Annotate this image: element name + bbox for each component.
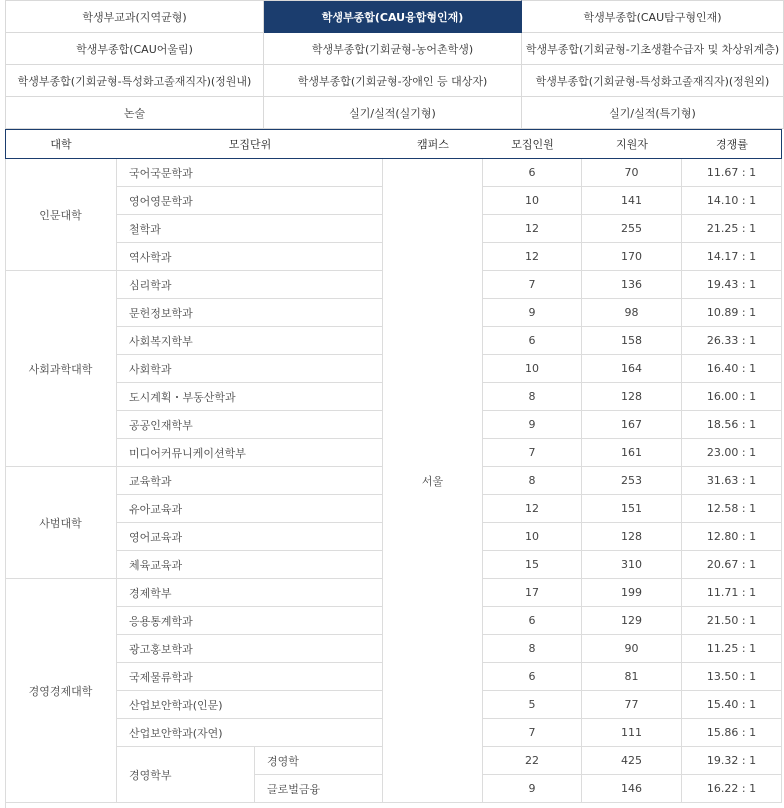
sub-unit-name: 글로벌금융 bbox=[255, 775, 383, 803]
applicants-cell: 199 bbox=[582, 579, 682, 607]
unit-name: 영어영문학과 bbox=[117, 187, 383, 215]
quota-cell: 7 bbox=[483, 719, 582, 747]
unit-name: 유아교육과 bbox=[117, 495, 383, 523]
quota-cell: 10 bbox=[483, 355, 582, 383]
ratio-cell: 31.63 : 1 bbox=[682, 467, 782, 495]
header-ratio: 경쟁률 bbox=[716, 138, 748, 151]
ratio-cell: 11.71 : 1 bbox=[682, 579, 782, 607]
unit-name: 심리학과 bbox=[117, 271, 383, 299]
unit-name: 국어국문학과 bbox=[117, 159, 383, 187]
applicants-cell: 167 bbox=[582, 411, 682, 439]
ratio-cell: 19.32 : 1 bbox=[682, 747, 782, 775]
sub-unit-name: 경영학 bbox=[255, 747, 383, 775]
quota-cell: 8 bbox=[483, 635, 582, 663]
ratio-cell: 21.25 : 1 bbox=[682, 215, 782, 243]
ratio-cell: 14.17 : 1 bbox=[682, 243, 782, 271]
unit-name: 미디어커뮤니케이션학부 bbox=[117, 439, 383, 467]
unit-name: 산업보안학과(자연) bbox=[117, 719, 383, 747]
college-name: 사회과학대학 bbox=[5, 271, 117, 467]
applicants-cell: 128 bbox=[582, 523, 682, 551]
tab-0-1[interactable]: 학생부종합(CAU융합형인재) bbox=[264, 0, 522, 33]
ratio-cell: 15.40 : 1 bbox=[682, 691, 782, 719]
applicants-cell: 170 bbox=[582, 243, 682, 271]
ratio-cell: 13.50 : 1 bbox=[682, 663, 782, 691]
tab-2-2[interactable]: 학생부종합(기회균형-특성화고졸재직자)(정원외) bbox=[522, 65, 784, 97]
college-name: 인문대학 bbox=[5, 159, 117, 271]
ratio-cell: 18.56 : 1 bbox=[682, 411, 782, 439]
unit-name: 역사학과 bbox=[117, 243, 383, 271]
tab-3-0[interactable]: 논술 bbox=[5, 97, 264, 129]
applicants-cell: 70 bbox=[582, 159, 682, 187]
quota-cell: 9 bbox=[483, 411, 582, 439]
tab-1-1[interactable]: 학생부종합(기회균형-농어촌학생) bbox=[264, 33, 522, 65]
quota-cell: 9 bbox=[483, 299, 582, 327]
ratio-cell: 23.00 : 1 bbox=[682, 439, 782, 467]
unit-name: 영어교육과 bbox=[117, 523, 383, 551]
unit-name: 체육교육과 bbox=[117, 551, 383, 579]
college-name: 사범대학 bbox=[5, 467, 117, 579]
header-college: 대학 bbox=[50, 138, 72, 151]
applicants-cell: 151 bbox=[582, 495, 682, 523]
quota-cell: 10 bbox=[483, 187, 582, 215]
quota-cell: 7 bbox=[483, 439, 582, 467]
ratio-cell: 16.22 : 1 bbox=[682, 775, 782, 803]
applicants-cell: 81 bbox=[582, 663, 682, 691]
quota-cell: 9 bbox=[483, 775, 582, 803]
quota-cell: 22 bbox=[483, 747, 582, 775]
ratio-cell: 10.89 : 1 bbox=[682, 299, 782, 327]
campus-cell: 서울 bbox=[383, 159, 483, 803]
ratio-cell: 14.10 : 1 bbox=[682, 187, 782, 215]
unit-name: 사회복지학부 bbox=[117, 327, 383, 355]
quota-cell: 6 bbox=[483, 327, 582, 355]
tab-1-0[interactable]: 학생부종합(CAU어울림) bbox=[5, 33, 264, 65]
header-applicants: 지원자 bbox=[616, 138, 648, 151]
unit-name: 교육학과 bbox=[117, 467, 383, 495]
applicants-cell: 77 bbox=[582, 691, 682, 719]
unit-name: 국제물류학과 bbox=[117, 663, 383, 691]
quota-cell: 8 bbox=[483, 383, 582, 411]
quota-cell: 7 bbox=[483, 271, 582, 299]
ratio-cell: 16.00 : 1 bbox=[682, 383, 782, 411]
unit-name: 광고홍보학과 bbox=[117, 635, 383, 663]
college-name: 경영경제대학 bbox=[5, 579, 117, 803]
applicants-cell: 255 bbox=[582, 215, 682, 243]
applicants-cell: 111 bbox=[582, 719, 682, 747]
applicants-cell: 146 bbox=[582, 775, 682, 803]
applicants-cell: 90 bbox=[582, 635, 682, 663]
applicants-cell: 161 bbox=[582, 439, 682, 467]
quota-cell: 6 bbox=[483, 663, 582, 691]
unit-name: 철학과 bbox=[117, 215, 383, 243]
ratio-cell: 20.67 : 1 bbox=[682, 551, 782, 579]
header-quota: 모집인원 bbox=[511, 138, 554, 151]
ratio-cell: 19.43 : 1 bbox=[682, 271, 782, 299]
header-unit: 모집단위 bbox=[228, 138, 272, 151]
quota-cell: 6 bbox=[483, 607, 582, 635]
unit-name: 문헌정보학과 bbox=[117, 299, 383, 327]
unit-name: 도시계획・부동산학과 bbox=[117, 383, 383, 411]
quota-cell: 12 bbox=[483, 215, 582, 243]
quota-cell: 10 bbox=[483, 523, 582, 551]
tab-2-0[interactable]: 학생부종합(기회균형-특성화고졸재직자)(정원내) bbox=[5, 65, 264, 97]
applicants-cell: 128 bbox=[582, 383, 682, 411]
applicants-cell: 164 bbox=[582, 355, 682, 383]
ratio-cell: 26.33 : 1 bbox=[682, 327, 782, 355]
table-left-border bbox=[5, 159, 6, 808]
tab-2-1[interactable]: 학생부종합(기회균형-장애인 등 대상자) bbox=[264, 65, 522, 97]
applicants-cell: 98 bbox=[582, 299, 682, 327]
ratio-cell: 11.67 : 1 bbox=[682, 159, 782, 187]
ratio-cell: 21.50 : 1 bbox=[682, 607, 782, 635]
tab-3-1[interactable]: 실기/실적(실기형) bbox=[264, 97, 522, 129]
applicants-cell: 141 bbox=[582, 187, 682, 215]
unit-name: 사회학과 bbox=[117, 355, 383, 383]
quota-cell: 5 bbox=[483, 691, 582, 719]
unit-name: 공공인재학부 bbox=[117, 411, 383, 439]
ratio-cell: 12.80 : 1 bbox=[682, 523, 782, 551]
applicants-cell: 136 bbox=[582, 271, 682, 299]
applicants-cell: 253 bbox=[582, 467, 682, 495]
applicants-cell: 129 bbox=[582, 607, 682, 635]
quota-cell: 6 bbox=[483, 159, 582, 187]
ratio-cell: 11.25 : 1 bbox=[682, 635, 782, 663]
unit-name: 경영학부 bbox=[117, 747, 255, 803]
header-campus: 캠퍼스 bbox=[417, 138, 449, 151]
quota-cell: 8 bbox=[483, 467, 582, 495]
unit-name: 응용통계학과 bbox=[117, 607, 383, 635]
ratio-cell: 12.58 : 1 bbox=[682, 495, 782, 523]
applicants-cell: 158 bbox=[582, 327, 682, 355]
tab-0-0[interactable]: 학생부교과(지역균형) bbox=[5, 0, 264, 33]
tab-0-2[interactable]: 학생부종합(CAU탐구형인재) bbox=[522, 0, 784, 33]
quota-cell: 15 bbox=[483, 551, 582, 579]
quota-cell: 17 bbox=[483, 579, 582, 607]
applicants-cell: 310 bbox=[582, 551, 682, 579]
tab-1-2[interactable]: 학생부종합(기회균형-기초생활수급자 및 차상위계층) bbox=[522, 33, 784, 65]
applicants-cell: 425 bbox=[582, 747, 682, 775]
quota-cell: 12 bbox=[483, 495, 582, 523]
unit-name: 경제학부 bbox=[117, 579, 383, 607]
tab-3-2[interactable]: 실기/실적(특기형) bbox=[522, 97, 784, 129]
ratio-cell: 15.86 : 1 bbox=[682, 719, 782, 747]
ratio-cell: 16.40 : 1 bbox=[682, 355, 782, 383]
unit-name: 산업보안학과(인문) bbox=[117, 691, 383, 719]
quota-cell: 12 bbox=[483, 243, 582, 271]
